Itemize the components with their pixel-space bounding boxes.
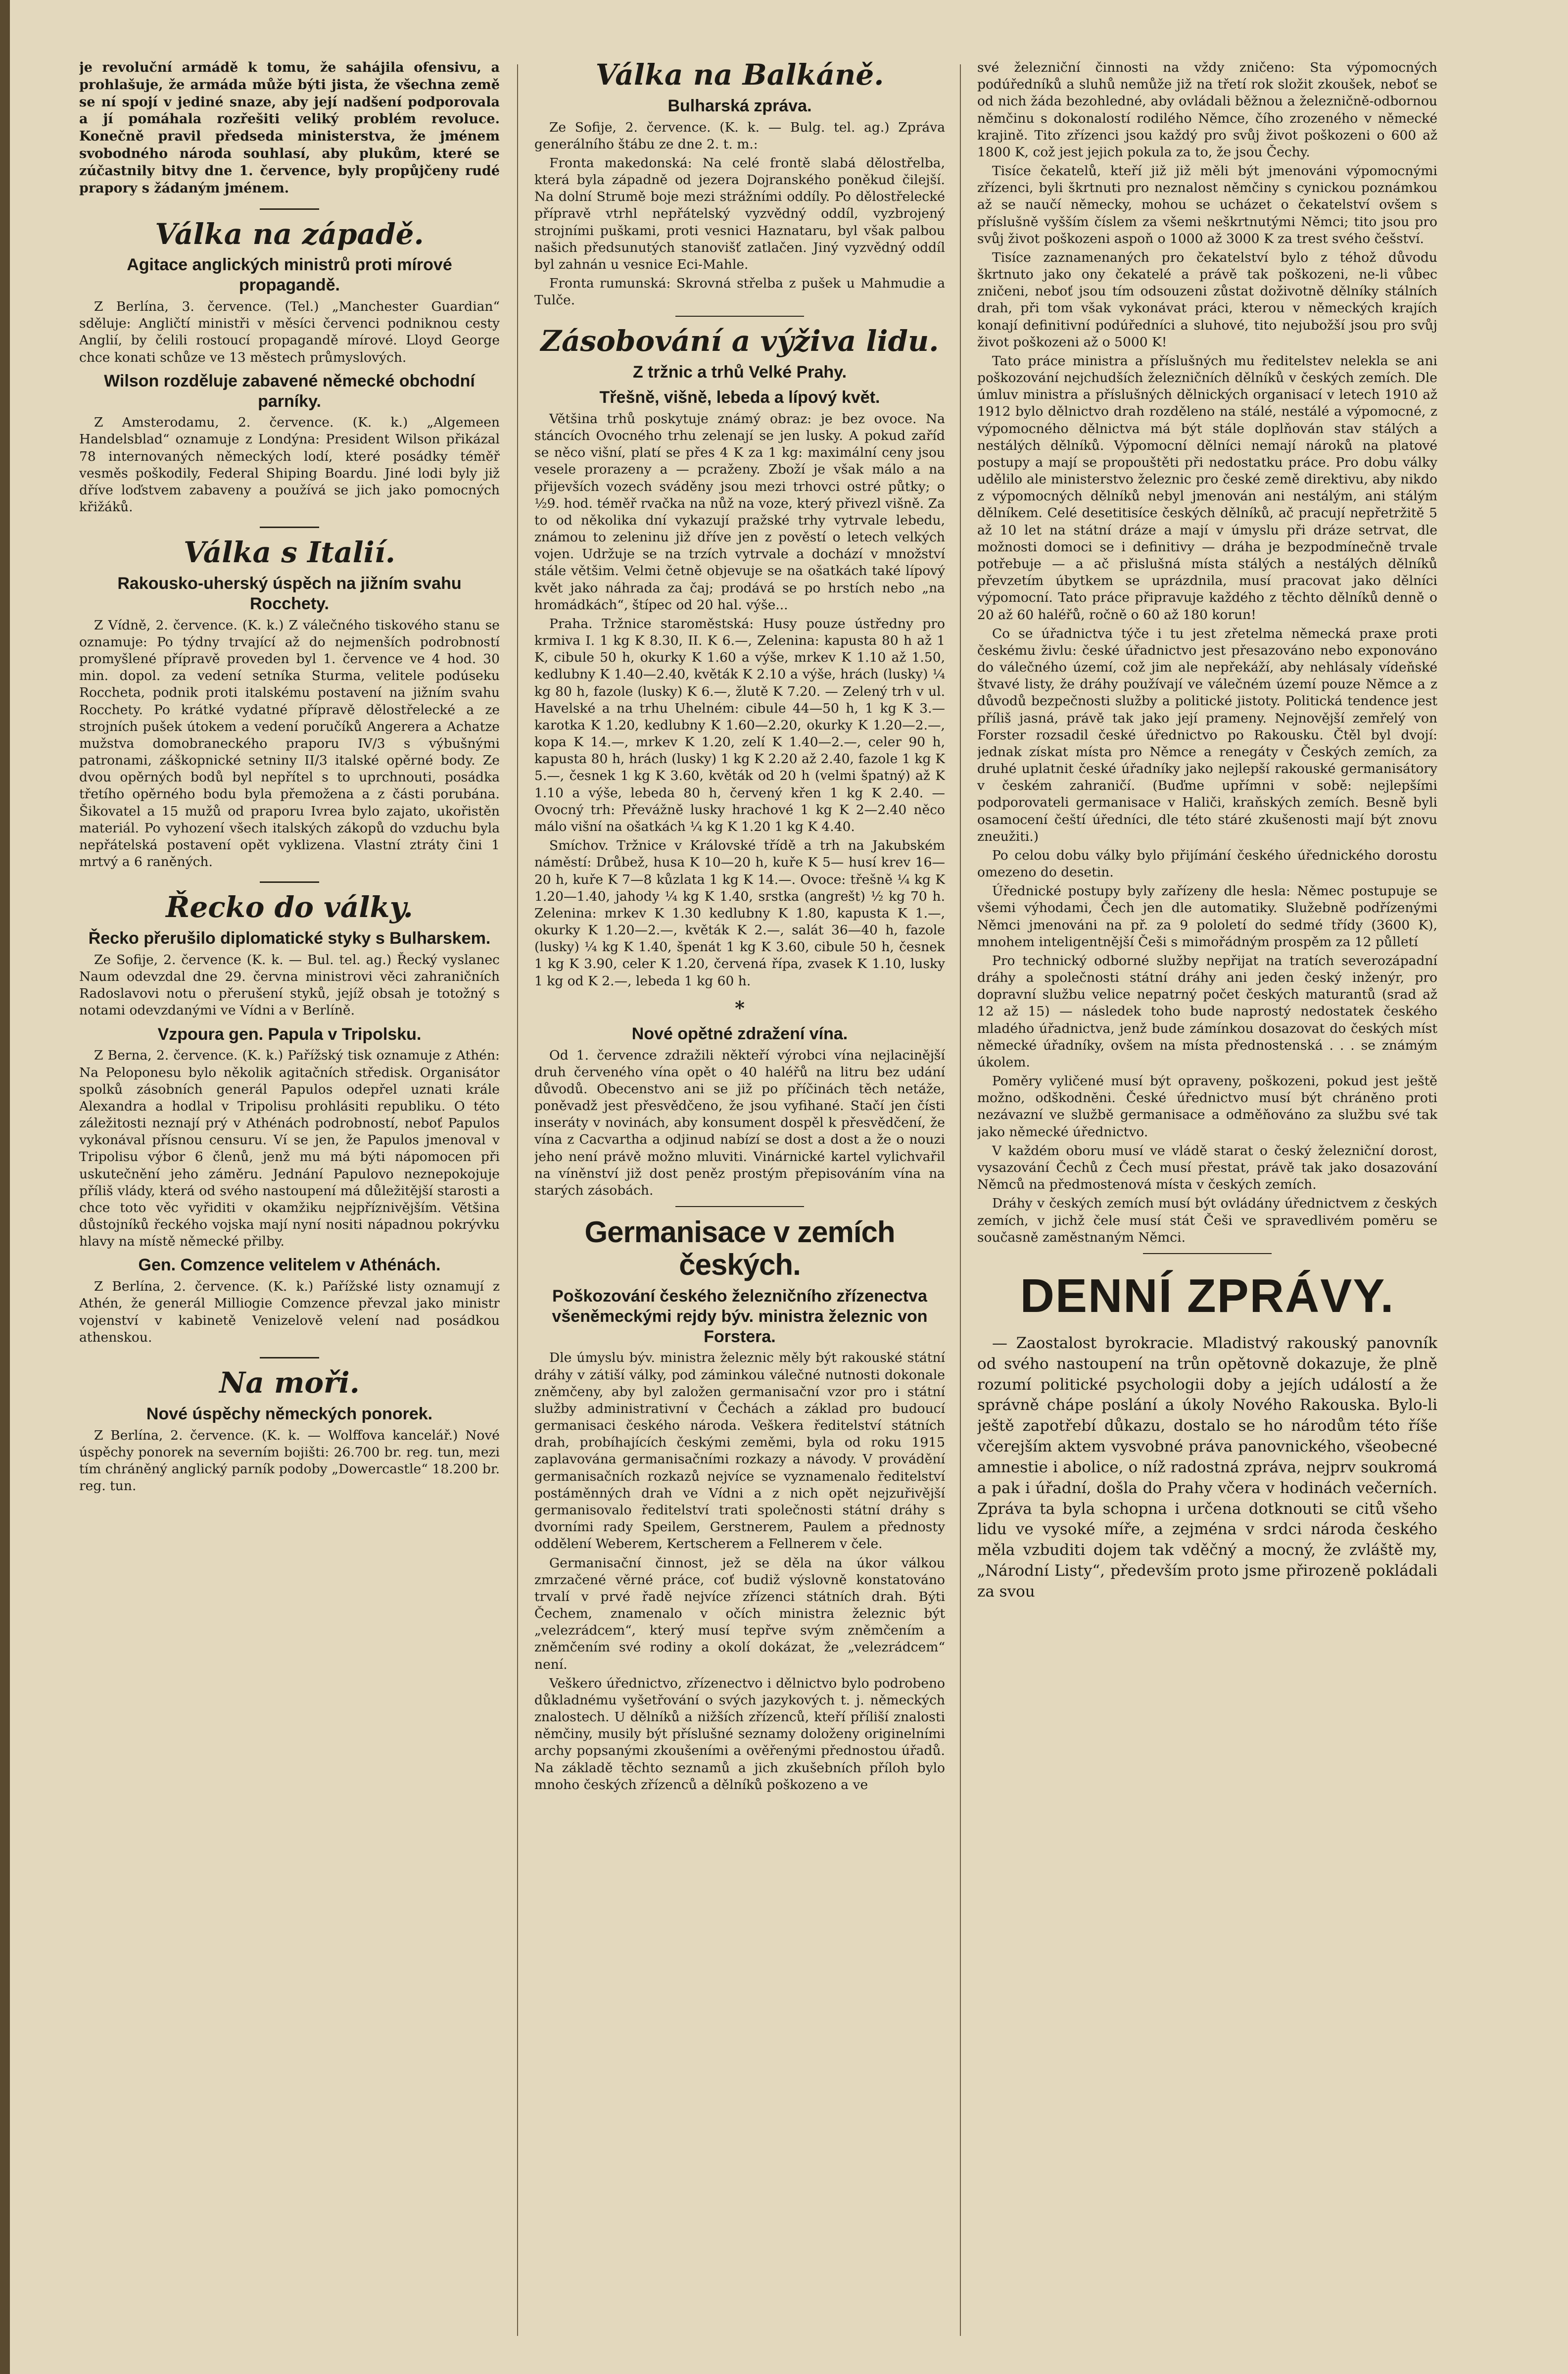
column-3 [977, 59, 1437, 2346]
column-rule [960, 64, 961, 2336]
article-paragraph: Z Vídně, 2. července. (K. k.) Z válečného tiskového stanu se oznamuje: Po týdny trvající až do nejmenších podrobností promyšlené přípravě proveden byl 1. července ve 4 hod. 30 min. dopol. za vedení setníka Sturma, velitele podúseku Rocchetа, podnik proti italskému postavení na jižním svahu Rocchety. Po krátké vydatné přípravě dělostřelecké a ze strojních pušek útokem a vedení poručíků Angerera a Achatze mužstva domobraneckého praporu IV/3 s výbušnými patronami, záškopnické setniny II/3 italské opěrné body. Ze dvou opěrných bodů byl nepřítel s to uprchnouti, posádka třetího opěrného bodu byla přemožena a z části porubána. Šikovatel a 15 mužů od praporu Ivrea bylo zajato, ukořistěn materiál. Po vyhození všech italských zákopů do vzduchu byla nepřátelská postavení opět vyklizena. Vlastní ztráty čini 1 mrtvý a 6 raněných. [79, 617, 500, 870]
article-paragraph: své železniční činnosti na vždy zničeno: Sta výpomocných podúředníků a sluhů nemůže již na třetí rok složit zkoušek, neboť se od nich žáda bezohledné, aby ovládali běžnou a železničně-odbornou němčinu s dokonalostí rodilého Němce, čího zrozeného v německé krajině. Tito zřízenci jsou každý pro svůj život poškozeni o 600 až 1800 K, což jest jejich pokula za to, že jsou Čechy. [977, 60, 1437, 160]
subhead: Gen. Comzence velitelem v Athénách. [138, 1256, 441, 1275]
article-paragraph: Z Berlína, 2. července. (K. k. — Wolffova kancelář.) Nové úspěchy ponorek na severním bojišti: 26.700 br. reg. tun, mezi tím chráněný anglický parník podoby „Dowercastle“ 18.200 br. reg. tun. [79, 1427, 500, 1494]
column-2 [534, 59, 945, 2346]
article-paragraph: Ze Sofije, 2. července. (K. k. — Bulg. tel. ag.) Zpráva generálního štábu ze dne 2. t. m.: [534, 119, 945, 152]
headline-food: Zásobování a výživa lidu. [540, 324, 939, 358]
article-paragraph: Smíchov. Tržnice v Královské třídě a trh na Jakubském náměstí: Drůbež, husa K 10—20 h, kuře K 5— husí krev 16—20 h, kuře K 7—8 kůzlata 1 kg K 14.—. Ovoce: třešně ¼ kg K 1.20—1.40, jahody ¼ kg K 1.40, srstka (angrešt) ½ kg 70 h. Zelenina: mrkev K 1.30 kedlubny K 1.80, kapusta K 1.—, okurky K 1.20—2.—, květák K 2.—, salát 36—40 h, fazole (lusky) ¼ kg K 1.40, špenát 1 kg K 3.60, cibule 50 h, česnek 1 kg K 3.90, celer K 1.20, červená řípa, zvasek K 1.10, lusky 1 kg od K 2.—, lebeda 1 kg 60 h. [534, 838, 945, 989]
article-paragraph: Germanisační činnost, jež se děla na úkor válkou zmrzačené věrné práce, coť budiž výslovně konstatováno trvalí v prvé řadě nejvíce zřízenci státních drah. Býti Čechem, znamenalo v očích ministra železnic být „velezrádcem“, který musí tepřve svým zněmčením a zněmčením své rodiny a okolí dokázat, že „velezrádcem“ není. [534, 1555, 945, 1672]
separator [675, 316, 804, 317]
subhead: Řecko přerušilo diplomatické styky s Bulharskem. [88, 929, 491, 948]
headline-daily-news: DENNÍ ZPRÁVY. [1020, 1269, 1395, 1322]
subhead: Vzpoura gen. Papula v Tripolsku. [157, 1024, 422, 1044]
article-paragraph: Tisíce zaznamenaných pro čekatelství bylo z téhož důvodu škrtnuto jako ony čekatelé a právě tak poškozeni, ne-li vůbec zničeni, neboť jsou tím odsouzeni zůstat doživotně dělníky stálních drah, při tom však vykonávat práci, kterou v německých krajích konají definitivní podúředníci a sluhové, tito nejubožší jsou pro svůj život poškozeni až o 5000 K! [977, 249, 1437, 350]
subhead: Rakousko-uherský úspěch na jižním svahu Rocchety. [117, 574, 462, 613]
article-paragraph: Z Berna, 2. července. (K. k.) Pařížský tisk oznamuje z Athén: Na Peloponesu bylo několik agitačních středisk. Organisátor spolků zásobních generál Papulos odepřel uznati krále Alexandra a hodlal v Tripolisu prohlásiti republiku. O této záležitosti neznají prý v Athénách podrobností, neboť Papulos vykonával přísnou censuru. Ví se jen, že Papulos jmenoval v Tripolisu výbor 6 členů, jenž mu má býti nápomocen při uskutečnění jeho záměru. Jednání Papulovo neznepokojuje příliš vlády, která od svého nastoupení má důležitější starosti a chce toto věc vyřiditi v okamžiku nejpříznivějším. Většina důstojníků řeckého vojska mají nyní nositi nápadnou pokrývku hlavy na místě německé přilby. [79, 1048, 500, 1250]
article-paragraph: Většina trhů poskytuje známý obraz: je bez ovoce. Na stáncích Ovocného trhu zelenají se jen lusky. A pokud zaříd se něco višní, platí se přes 4 K za 1 kg: maximální ceny jsou vesele prorazeny a — pcraženy. Zboží je však málo a na přijevších vozech sváděny jsou mezi trhovci ostré půtky; o ½9. hod. téměř rvačka na nůž na voze, který přivezl višně. Za to od několika dní vykazují pražské trhy vytrvale lebedu, známou to zeleninu již dříve jen z pověstí o letech velkých vojen. Udržuje se na trzích vytrvale a dochází v množství stále většim. Velmi četně objevuje se na ošatkách také lípový květ jako náhrada za čaj; prodává se po hrstích nebo „na hromádkách“, štípec od 20 hal. výše... [534, 411, 945, 613]
article-paragraph: Tato práce ministra a příslušných mu ředitelstev nelekla se ani poškozování nejchudších železničních dělníků v českých zemích. Dle úmluv ministra a příslušných dělnických organisací v letech 1910 až 1912 bylo dělnictvo drah rozděleno na stálé, nestálé a výpomocné, z výpomocného dělnictva má být stále doplňován stav stálých a nestálých dělníků. Výpomocní dělníci nemají nároků na platové postupy a mají se propouštěti při nedostatku práce. Pro dobu války udělilo ale ministerstvo železnic pro české země direktivu, aby nikdo z výpomocných dělníků nebyl jmenován ani nestálým, ani stálým dělníkem. Celé desetitisíce českých dělníků, ač pracují nepřetržitě 5 až 10 let na státní dráze a mají v úmyslu při dráze setrvat, dle možnosti domoci se i definitivy — dráha je bezpodmínečně trvale potřebuje — a ač přislušná místa stálých a nestálých dělníků převzetím úbytkem se uprázdnila, musí pracovat jako dělníci výpomocní. Tato práce připravuje každého z těchto dělníků denně o 20 až 60 haléřů, ročně o 60 až 180 korun! [977, 353, 1437, 623]
lead-paragraph: je revoluční armádě k tomu, že sahájila ofensivu, a prohlašuje, že armáda může býti jista, že všechna země se ní spojí v jediné snaze, aby její nadšení podporovala a jí pomáhala rozřešiti veliký problém revoluce. Konečně pravil předseda ministerstva, že jménem svobodného národa souhlasí, aby plukům, které se zúčastnily bitvy dne 1. července, byly propůjčeny rudé prapory s žádaným jménem. [79, 60, 500, 196]
separator [260, 527, 319, 528]
article-paragraph: Tisíce čekatelů, kteří již již měli být jmenováni výpomocnými zřízenci, byli škrtnuti pro neznalost němčiny s cynickou poznámkou až se naučí německy, mohou se ucházet o čekatelství ovšem s příslušně vyšším číslem za všemi neškrtnutými Němci; tito jsou pro svůj život poškozeni aspoň o 1000 až 3000 K za trest svého češství. [977, 163, 1437, 246]
subhead: Wilson rozděluje zabavené německé obchodní parníky. [104, 371, 475, 411]
subhead: Agitace anglických ministrů proti mírové propagandě. [127, 255, 452, 295]
article-paragraph: Dráhy v českých zemích musí být ovládány úřednictvem z českých zemích, v jichž čele musí stát Češi ve spravedlivém poměru se současně zaměstnaným Němci. [977, 1196, 1437, 1245]
headline-germanisace: Germanisace v zemích českých. [584, 1215, 895, 1282]
separator [1143, 1253, 1272, 1254]
headline-balkan: Válka na Balkáně. [595, 59, 884, 92]
article-paragraph: Praha. Tržnice staroměstská: Husy pouze ústředny pro krmiva I. 1 kg K 8.30, II. K 6.—, Zelenina: kapusta 80 h až 1 K, cibule 50 h, okurky K 1.60 a výše, mrkev K 1.10 až 1.50, kedlubny K 1.40—2.40, květák K 2.10 a výše, hrách (lusky) ¼ kg 80 h, fazole (lusky) K 6.—, žlutě K 7.20. — Zelený trh v ul. Havelské a na trhu Uhelném: cibule 44—50 h, 1 kg K 3.— karotka K 1.20, kedlubny K 1.60—2.20, okurky K 1.20—2.—, kopa K 14.—, mrkev K 1.20, zelí K 1.40—2.—, celer 90 h, kapusta 80 h, hrách (lusky) 1 kg K 2.20 až 2.40, fazole 1 kg K 5.—, česnek 1 kg K 3.60, květák od 20 h (velmi špatný) až K 1.10 a výše, lebeda 80 h, červený křen 1 kg K 2.40. — Ovocný trh: Převážně lusky hrachové 1 kg K 2—2.40 něco málo višní na ošatkách ¼ kg K 1.20 1 kg K 4.40. [534, 616, 945, 834]
column-1 [79, 59, 500, 2346]
article-paragraph: Poměry vyličené musí být opraveny, poškozeni, pokud jest ještě možno, odškodněni. České úřednictvo musí být chráněno proti nezávazní ve službě germanisace a odměňováno za službu své tak jako německé úřednictvo. [977, 1073, 1437, 1140]
article-paragraph: Z Berlína, 3. července. (Tel.) „Manchester Guardian“ sděluje: Angličtí ministři v měsíci červenci podniknou cesty Anglií, by čelili rostoucí propagandě mírové. Lloyd George chce konati schůze ve 13 městech průmyslových. [79, 299, 500, 365]
subhead: Bulharská zpráva. [667, 96, 812, 115]
separator [260, 208, 319, 210]
article-paragraph: Dle úmyslu býv. ministra železnic měly být rakouské státní dráhy v zátiší války, pod záminkou válečné nutnosti dokonale zněmčeny, aby byl založen germanisační vzor pro i státní služby administrativní v Čechách a základ pro budoucí germanisaci českého národa. Veškera ředitelství státních drah, probíhajících českými zeměmi, byla od roku 1915 zaplavována germanisačními rozkazy a návody. V provádění germanisačních rozkazů nejvíce se vyznamenalo ředitelství postáměnných drah ve Vídni a z nich opět nejzuřivější germanisovalo ředitelství trati společnosti státní dráhy s dvorními rady Speilem, Gerstnerem, Paulem a přednosty oddělení Weberem, Kertscherem a Fellnerem v čele. [534, 1350, 945, 1552]
article-paragraph: Z Amsterodamu, 2. července. (K. k.) „Algemeen Handelsblad“ oznamuje z Londýna: President Wilson přikázal 78 internovaných německých lodí, které posádky téměř vesměs poškodily, Federal Shiping Boardu. Jiné lodi byly již dříve loďstvem zabaveny a používá se jich jako pomocných křižáků. [79, 415, 500, 515]
subhead: Nové úspěchy německých ponorek. [146, 1404, 433, 1423]
column-rule [517, 64, 518, 2336]
article-paragraph: — Zaostalost byrokracie. Mladistvý rakouský panovník od svého nastoupení na trůn opětovně dokazuje, že plně rozumí politické psychologii doby a jejích událostí a že správně chápe poslání a úkoly Nového Rakouska. Bylo-li ještě zapotřebí důkazu, dostalo se ho národům této říše včerejším aktem vysvobné práva panovnického, všeobecné amnestie i abolice, o níž radostná zpráva, nejprv soukromá a pak i úřadní, došla do Prahy včera v hodinách večerních. Zpráva ta byla schopna i určena dotknouti se citů všeho lidu ve vysoké míře, a zejména v srdci národa českého měla vzbuditi dojem tak vděčný a mocný, že zvláště my, „Národní Listy“, především proto jsme přirozeně pokládali za svou [977, 1334, 1437, 1600]
article-paragraph: Z Berlína, 2. července. (K. k.) Pařížské listy oznamují z Athén, že generál Milliogie Comzence převzal jako ministr vojenství v kabinetě Venizelově velení nad posádkou athenskou. [79, 1279, 500, 1345]
asterisk-divider: * [735, 996, 745, 1019]
article-paragraph: Veškero úřednictvo, zřízenectvo i dělnictvo bylo podrobeno důkladnému vyšetřování o svých jazykových t. j. německých znalostech. U dělníků a nižších zřízenců, kteří příliší znalosti němčiny, musily být příslušné seznamy doloženy originelními archy popsanými zkoušeními a ověřenými přednostou úřadů. Na základě těchto seznamů a jich zkušebních příloh bylo mnoho českých zřízenců a dělníků poškozeno a ve [534, 1675, 945, 1793]
article-paragraph: Pro technický odborné služby nepřijat na tratích severozápadní dráhy a společnosti státní dráhy ani jeden český inženýr, pro dopravní službu velice nepatrný počet českých maturantů (srad až 12 až 15) — následek toho bude naprostý nedostatek českého mladého úřadnictva, jenž bude zámínkou dosazovat do českých míst německé úřadníky, ovšem na místa přednostenská . . . se známým úkolem. [977, 953, 1437, 1070]
article-paragraph: Po celou dobu války bylo přijímání českého úřednického dorostu omezeno do desetin. [977, 847, 1437, 880]
headline-sea: Na moři. [219, 1365, 360, 1400]
page-gutter [0, 0, 10, 2374]
headline-greece: Řecko do války. [166, 890, 413, 924]
subhead: Poškozování českého železničního zřízenectva všeněmeckými rejdy býv. ministra železnic von Forstera. [552, 1287, 928, 1346]
separator [675, 1206, 804, 1207]
article-paragraph: Co se úřadnictva týče i tu jest zřetelma německá praxe proti českému živlu: české úřadnictvo jest přesazováno nebo exponováno do válečného území, což jim ale nepřekáží, aby nehlásaly vídeňské štvavé listy, že dráhy používají ve válečném území pouze Němce a z důvodů bezpečnosti služby a politické jistoty. Politická tendence jest příliš jasná, právě tak jako její prameny. Nejnovější zemřelý von Forster rozsadil české úřednictvo po Rakousku. Čtěl byl dvojí: jednak získat místa pro Němce a renegáty v Českých zemích, za druhé uplatnit české úřadníky jako nejlepší rakouské germanisátory v českém zahraničí. (Buďme upřímni v sobě: nejlepšími podporovateli germanisace v Haliči, kraňských zemích. Besně byli osamocení čeští úředníci, dle této stáré zkušenosti mají být znovu zneužiti.) [977, 626, 1437, 844]
article-paragraph: Od 1. července zdražili někteří výrobci vína nejlacinější druh červeného vína opět o 40 haléřů na litru bez udání důvodů. Obecenstvo ani se již po příčinách těch netáže, poněvadž jest přesvědčeno, že jsou vyfihané. Stačí jen čísti inseráty v novinách, aby konsument dospěl k přesvědčení, že vína z Cacvartha a odjinud nabízí se dost a dost a že o nouzi jeho není právě možno mluviti. Vinárnické kartel vylichvařil na víněnství již dost peněz prostým přepisováním vína na starých zásobách. [534, 1047, 945, 1198]
subhead: Nové opětné zdražení vína. [631, 1024, 848, 1043]
headline-war-west: Válka na západě. [155, 217, 424, 251]
article-paragraph: V každém oboru musí ve vládě starat o český železniční dorost, vysazování Čechů z Čech musí přestat, právě tak jako dosazování Němců na předmostenová místa v českých zemích. [977, 1143, 1437, 1193]
subhead: Třešně, višně, lebeda a lípový květ. [599, 388, 880, 407]
article-paragraph: Úřednické postupy byly zařízeny dle hesla: Němec postupuje se všemi výhodami, Čech jen dle automatiky. Služebně podřízenými Němci jmenováni na př. za 9 pololetí do sedmé třídy (3600 K), mnohem inteligentnější Češi s mimořádným prospěm za 12 půlletí [977, 883, 1437, 950]
article-paragraph: Fronta makedonská: Na celé frontě slabá dělostřelba, která byla západně od jezera Dojranského poněkud čilejší. Na dolní Strumě boje mezi strážními oddíly. Po dělostřelecké přípravě vtrhl nepřátelský vyzvědný oddíl, vyzbrojený strojními puškami, proti vesnici Haznataru, byl však palbou našich předsunutých stanovišť zatlačen. Jiný vyzvědný oddíl byl zahnán u vesnice Eci-Mahle. [534, 155, 945, 272]
separator [260, 1357, 319, 1358]
subhead: Z tržnic a trhů Velké Prahy. [632, 363, 847, 382]
article-paragraph: Fronta rumunská: Skrovná střelba z pušek u Mahmudie a Tulče. [534, 276, 945, 308]
separator [260, 881, 319, 883]
article-paragraph: Ze Sofije, 2. července (K. k. — Bul. tel. ag.) Řecký vyslanec Naum odevzdal dne 29. června ministrovi věci zahraničních Radoslavovi notu o přerušení styků, jejíž obsah je totožný s notami odevzdanými ve Vídni a v Berlíně. [79, 952, 500, 1018]
headline-war-italy: Válka s Italií. [184, 535, 395, 570]
